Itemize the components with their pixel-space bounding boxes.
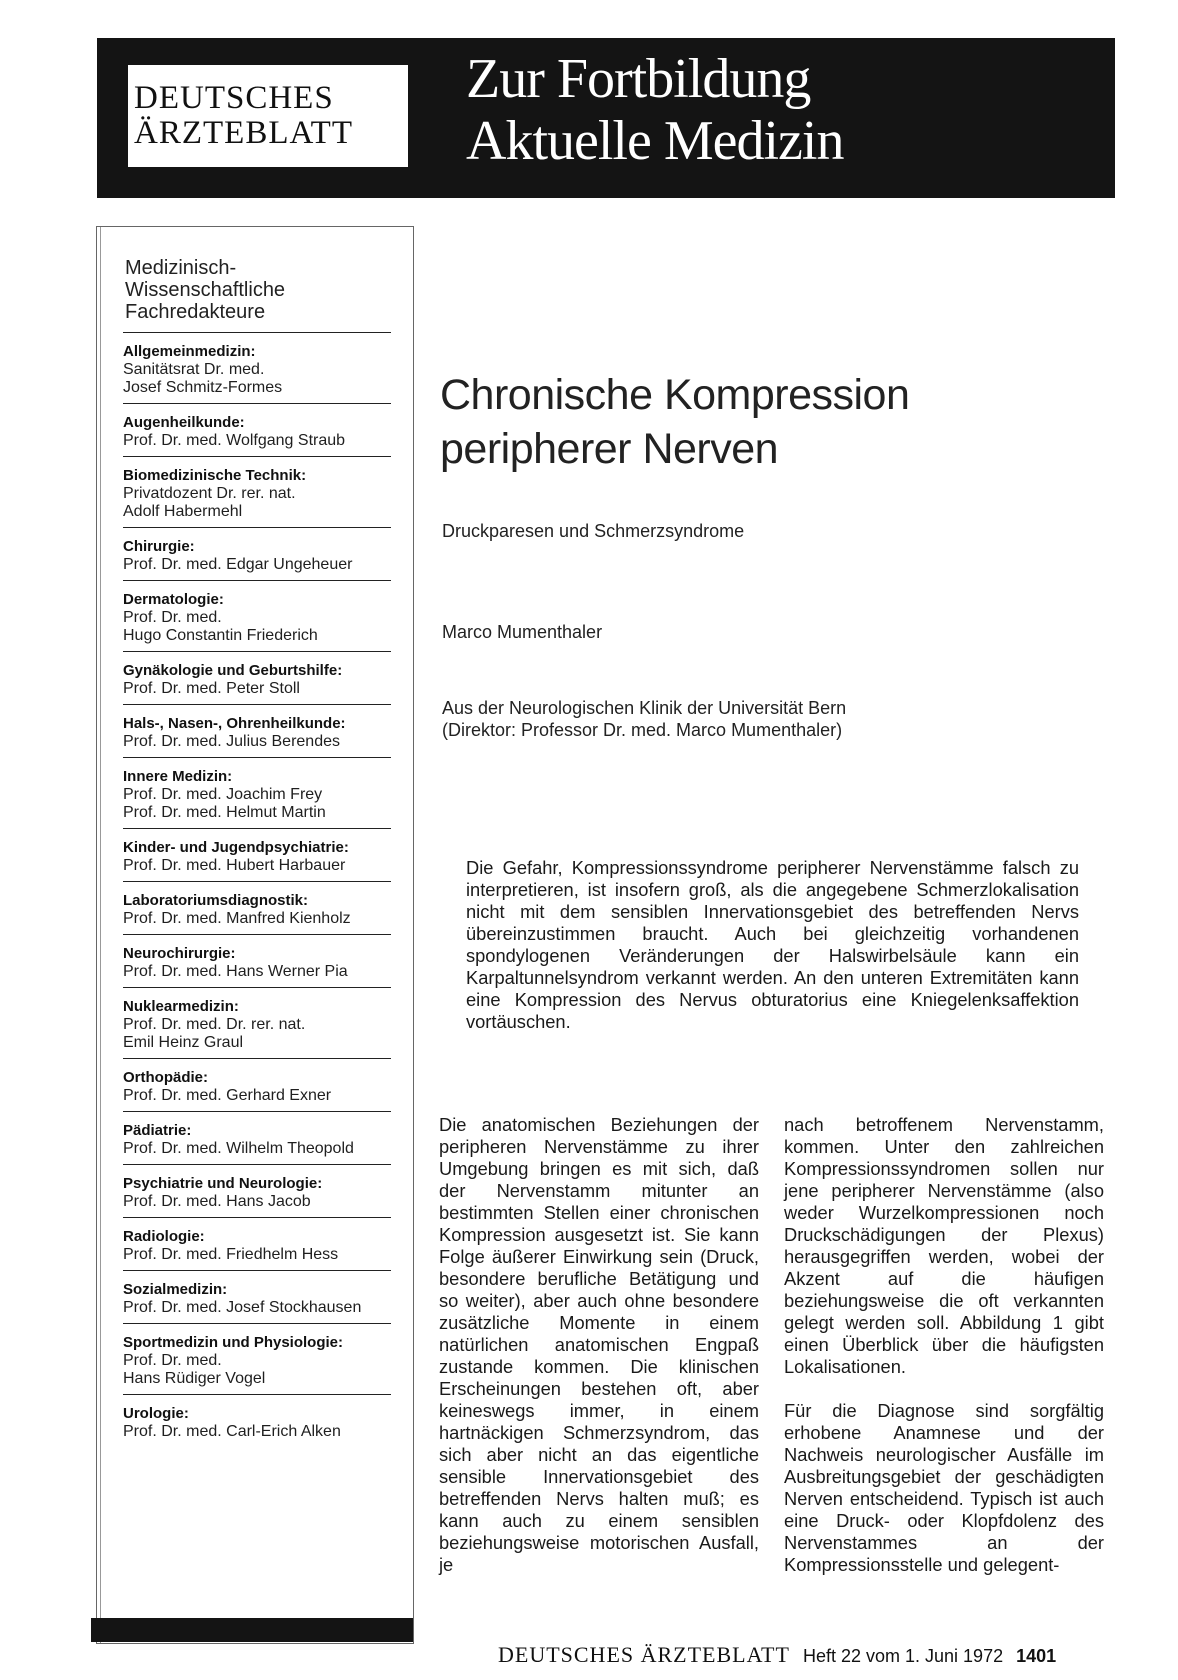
editors-list [123, 332, 391, 1447]
editor-entry [123, 332, 391, 403]
affiliation-line-1: Aus der Neurologischen Klinik der Universität Bern [442, 698, 847, 718]
editor-field: Pädiatrie: [123, 1122, 192, 1139]
editor-name: Prof. Dr. med. Friedhelm Hess [123, 1246, 339, 1263]
editor-name: Prof. Dr. med. Josef Stockhausen [123, 1299, 362, 1316]
body-column-right [784, 1114, 1104, 1576]
editor-entry [123, 1164, 391, 1217]
editor-entry [123, 757, 391, 828]
article-abstract: Die Gefahr, Kompressionssyndrome peripherer Nervenstämme falsch zu interpretieren, ist insofern groß, als die angegebene Schmerzlokalisation nicht mit dem sensiblen Innervationsgebiet des betreffenden Nervs übereinzustimmen braucht. Auch bei gleichzeitig vorhandenen spondylogenen Veränderungen der Halswirbelsäule kann ein Karpaltunnelsyndrom verkannt werden. An den unteren Extremitäten kann eine Kompression des Nervus obturatorius eine Kniegelenksaffektion vortäuschen. [466, 857, 1079, 1032]
body-paragraph: Für die Diagnose sind sorgfältig erhobene Anamnese und der Nachweis neurologischer Ausfälle im Ausbreitungsgebiet der geschädigten Nerven entscheidend. Typisch ist auch eine Druck- oder Klopfdolenz des Nervenstammes an der Kompressionsstelle und gelegent- [784, 1400, 1104, 1575]
editor-name: Prof. Dr. med. Hans Werner Pia [123, 963, 348, 980]
editor-name: Hugo Constantin Friederich [123, 627, 318, 644]
editor-field: Nuklearmedizin: [123, 998, 239, 1015]
article-affiliation [442, 697, 846, 741]
editor-name: Josef Schmitz-Formes [123, 379, 283, 396]
editor-name: Prof. Dr. med. Wilhelm Theopold [123, 1140, 354, 1157]
editor-name: Prof. Dr. med. Joachim Frey [123, 786, 323, 803]
article-author: Marco Mumenthaler [442, 622, 603, 642]
sidebar-heading-line: Wissenschaftliche [125, 279, 286, 301]
editor-field: Kinder- und Jugendpsychiatrie: [123, 839, 349, 856]
masthead-logo [128, 65, 408, 167]
editor-entry [123, 1394, 391, 1447]
editor-name: Prof. Dr. med. Edgar Ungeheuer [123, 556, 353, 573]
editor-name: Sanitätsrat Dr. med. [123, 361, 265, 378]
body-paragraph: Die anatomischen Beziehungen der peripheren Nervenstämme zu ihrer Umgebung bringen es mit sich, daß der Nervenstamm mitunter an bestimmten Stellen einer chronischen Kompression ausgesetzt ist. Sie kann Folge äußerer Einwirkung sein (Druck, besondere berufliche Betätigung und so weiter), aber auch ohne besondere zusätzliche Momente in einem natürlichen anatomischen Engpaß zustande kommen. Die klinischen Erscheinungen bestehen oft, aber keineswegs immer, in einem hartnäckigen Schmerzsyndrom, das sich aber nicht an das eigentliche sensible Innervationsgebiet des betreffenden Nervs halten muß; es kann auch zu einem sensiblen beziehungsweise motorischen Ausfall, je [439, 1114, 759, 1575]
article-title-line-1: Chronische Kompression [440, 371, 910, 419]
editor-field: Hals-, Nasen-, Ohrenheilkunde: [123, 715, 346, 732]
editor-entry [123, 704, 391, 757]
editor-entry [123, 651, 391, 704]
masthead-line-2: ÄRZTEBLATT [134, 115, 353, 151]
body-paragraph: nach betroffenem Nervenstamm, kommen. Unter den zahlreichen Kompressionssyndromen sollen nur jene peripherer Nervenstämme (also weder Wurzelkompressionen noch Druckschädigungen der Plexus) herausgegriffen werden, wobei der Akzent auf die häufigen beziehungsweise die oft verkannten gelegt werden soll. Abbildung 1 gibt einen Überblick über die häufigsten Lokalisationen. [784, 1114, 1104, 1377]
editor-entry [123, 527, 391, 580]
editor-field: Radiologie: [123, 1228, 205, 1245]
editor-entry [123, 1270, 391, 1323]
editor-field: Innere Medizin: [123, 768, 233, 785]
sidebar-footer-bar [91, 1618, 413, 1642]
editor-name: Privatdozent Dr. rer. nat. [123, 485, 296, 502]
sidebar-heading-line: Medizinisch- [125, 257, 237, 279]
editor-entry [123, 828, 391, 881]
article-title-line-2: peripherer Nerven [440, 425, 779, 473]
page-footer [498, 1642, 1098, 1668]
editor-name: Prof. Dr. med. Wolfgang Straub [123, 432, 346, 449]
editor-name: Prof. Dr. med. Manfred Kienholz [123, 910, 351, 927]
editor-name: Hans Rüdiger Vogel [123, 1370, 266, 1387]
editor-field: Psychiatrie und Neurologie: [123, 1175, 323, 1192]
editor-name: Prof. Dr. med. Julius Berendes [123, 733, 340, 750]
editor-field: Orthopädie: [123, 1069, 208, 1086]
editor-entry [123, 1111, 391, 1164]
editor-name: Prof. Dr. med. Hans Jacob [123, 1193, 311, 1210]
editor-entry [123, 1217, 391, 1270]
section-title-line-2: Aktuelle Medizin [466, 110, 844, 172]
masthead-line-1: DEUTSCHES [134, 80, 334, 116]
editor-entry [123, 1323, 391, 1394]
editor-name: Prof. Dr. med. Gerhard Exner [123, 1087, 332, 1104]
page-number: 1401 [1016, 1646, 1057, 1666]
editor-name: Prof. Dr. med. [123, 609, 222, 626]
body-column-left [439, 1114, 759, 1576]
editor-name: Prof. Dr. med. Helmut Martin [123, 804, 326, 821]
editor-entry [123, 934, 391, 987]
editor-field: Sportmedizin und Physiologie: [123, 1334, 344, 1351]
article-title [440, 368, 909, 476]
editor-field: Urologie: [123, 1405, 189, 1422]
editor-field: Biomedizinische Technik: [123, 467, 307, 484]
editor-name: Prof. Dr. med. Carl-Erich Alken [123, 1423, 341, 1440]
editor-name: Prof. Dr. med. [123, 1352, 222, 1369]
editor-name: Prof. Dr. med. Peter Stoll [123, 680, 300, 697]
editor-entry [123, 456, 391, 527]
section-title-line-1: Zur Fortbildung [466, 48, 811, 110]
editor-field: Allgemeinmedizin: [123, 343, 256, 360]
article-subtitle: Druckparesen und Schmerzsyndrome [442, 521, 745, 541]
editor-entry [123, 580, 391, 651]
editor-name: Prof. Dr. med. Hubert Harbauer [123, 857, 346, 874]
footer-magazine-name: DEUTSCHES ÄRZTEBLATT [498, 1642, 790, 1667]
editor-name: Prof. Dr. med. Dr. rer. nat. [123, 1016, 306, 1033]
editors-sidebar [96, 226, 414, 1644]
editor-field: Dermatologie: [123, 591, 224, 608]
editor-field: Augenheilkunde: [123, 414, 245, 431]
editor-field: Neurochirurgie: [123, 945, 236, 962]
section-title [466, 48, 843, 172]
footer-issue: Heft 22 vom 1. Juni 1972 [802, 1646, 1004, 1666]
editor-name: Adolf Habermehl [123, 503, 243, 520]
sidebar-heading-line: Fachredakteure [125, 301, 266, 323]
editor-entry [123, 881, 391, 934]
editor-entry [123, 403, 391, 456]
editor-field: Gynäkologie und Geburtshilfe: [123, 662, 343, 679]
editor-name: Emil Heinz Graul [123, 1034, 244, 1051]
editor-field: Chirurgie: [123, 538, 195, 555]
editor-field: Laboratoriumsdiagnostik: [123, 892, 309, 909]
editor-field: Sozialmedizin: [123, 1281, 228, 1298]
editor-entry [123, 1058, 391, 1111]
editor-entry [123, 987, 391, 1058]
sidebar-heading [125, 257, 395, 323]
affiliation-line-2: (Direktor: Professor Dr. med. Marco Mumenthaler) [442, 720, 843, 740]
